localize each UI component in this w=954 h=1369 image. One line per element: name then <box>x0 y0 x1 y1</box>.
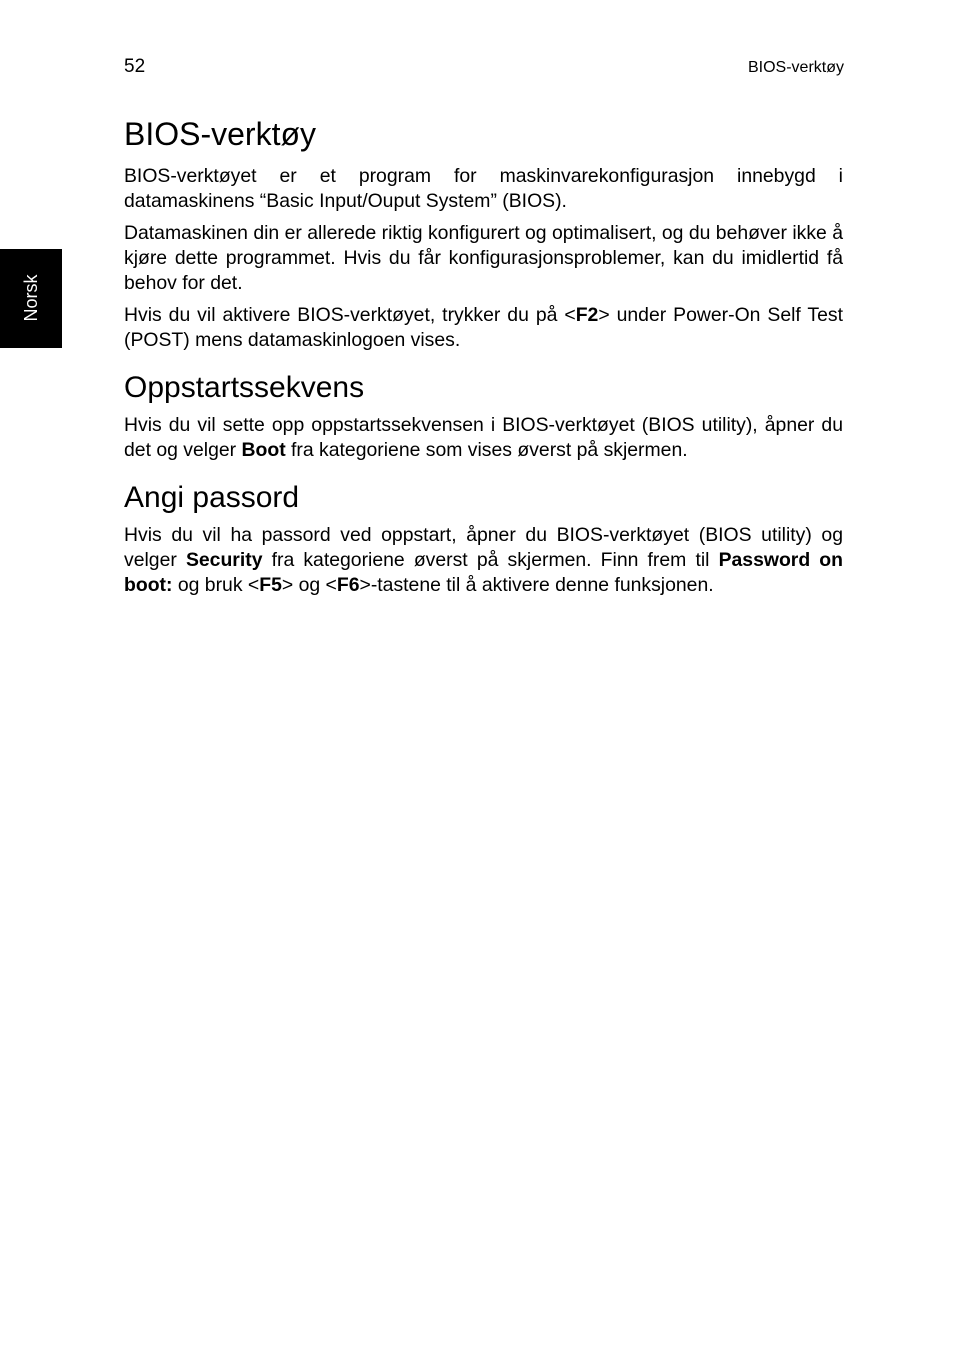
language-side-tab <box>0 249 62 348</box>
menu-security: Security <box>185 549 263 571</box>
key-f2: F2 <box>575 304 599 326</box>
text-run: Hvis du vil aktivere BIOS-verktøyet, trykker du på < <box>124 304 576 326</box>
option-password-on-boot: Password on boot: <box>124 549 843 596</box>
text-run: fra kategoriene øverst på skjermen. Finn frem til <box>262 549 719 571</box>
page-content <box>124 114 843 605</box>
text-run: > under Power-On Self Test (POST) mens datamaskinlogoen vises. <box>124 304 843 351</box>
text-run: Hvis du vil ha passord ved oppstart, åpner du BIOS-verktøyet (BIOS utility) og velger <box>124 524 843 571</box>
section-heading-boot-sequence: Oppstartssekvens <box>124 371 365 404</box>
boot-paragraph-1 <box>124 413 843 463</box>
menu-boot: Boot <box>241 439 286 461</box>
bios-paragraph-1: BIOS-verktøyet er et program for maskinvarekonfigurasjon innebygd i datamaskinens “Basic Input/Ouput System” (BIOS). <box>124 165 843 212</box>
text-run: > og < <box>281 574 337 596</box>
key-f5: F5 <box>259 574 282 596</box>
page-number: 52 <box>124 56 146 77</box>
text-run: Hvis du vil sette opp oppstartssekvensen i BIOS-verktøyet (BIOS utility), åpner du det og velger <box>124 414 843 461</box>
password-paragraph-1 <box>124 523 843 598</box>
running-header: BIOS-verktøy <box>747 59 844 76</box>
text-run: fra kategoriene som vises øverst på skjermen. <box>285 439 688 461</box>
text-run: og bruk < <box>172 574 260 596</box>
section-heading-bios: BIOS-verktøy <box>124 116 317 152</box>
text-run: >-tastene til å aktivere denne funksjonen. <box>359 574 714 596</box>
bios-paragraph-2: Datamaskinen din er allerede riktig konfigurert og optimalisert, og du behøver ikke å kjøre dette programmet. Hvis du får konfigurasjonsproblemer, kan du imidlertid få behov for det. <box>124 222 843 294</box>
section-heading-password: Angi passord <box>124 481 300 514</box>
key-f6: F6 <box>336 574 360 596</box>
bios-paragraph-3 <box>124 303 843 353</box>
language-tab-label: Norsk <box>21 274 41 322</box>
